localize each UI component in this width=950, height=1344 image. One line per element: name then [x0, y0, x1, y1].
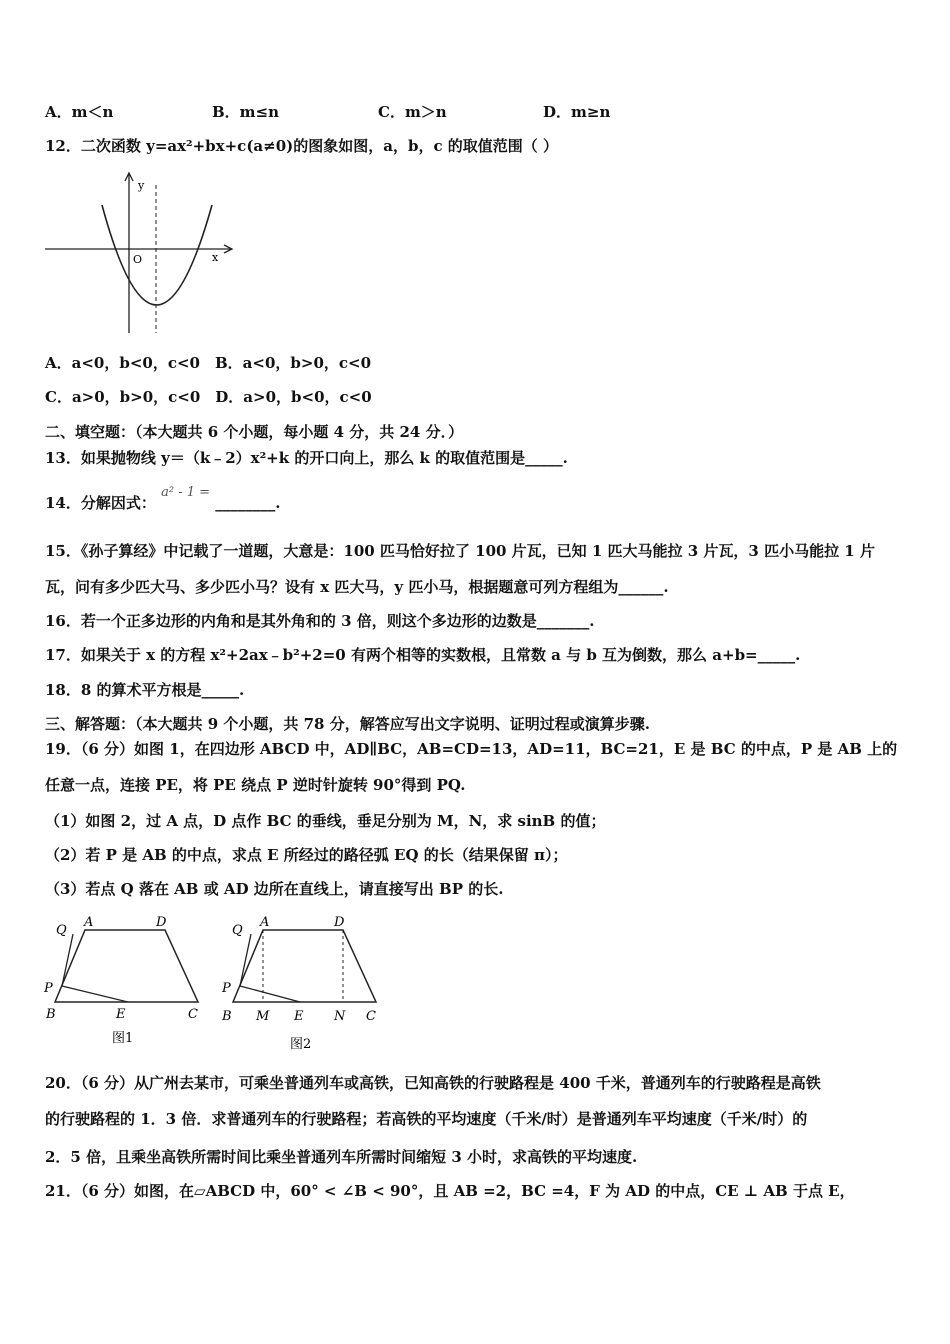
q19-figure-1: [40, 912, 210, 1052]
label-e: E: [116, 1007, 126, 1022]
q19-figure-2: [218, 912, 393, 1057]
label-q: Q: [56, 923, 67, 938]
label-d: D: [334, 915, 345, 930]
y-axis-label: y: [138, 179, 145, 192]
label-p: P: [44, 981, 53, 996]
label-e: E: [294, 1009, 304, 1024]
q13-text: 13．如果抛物线 y＝（k﹣2）x²+k 的开口向上，那么 k 的取值范围是_____.: [45, 449, 568, 467]
q20-line-2: 的行驶路程的 1．3 倍．求普通列车的行驶路程；若高铁的平均速度（千米/时）是普通列车平均速度（千米/时）的: [45, 1110, 808, 1128]
q19-sub-1: （1）如图 2，过 A 点，D 点作 BC 的垂线，垂足分别为 M，N，求 sinB 的值；: [45, 812, 606, 830]
label-b: B: [222, 1009, 232, 1024]
q19-sub-3: （3）若点 Q 落在 AB 或 AD 边所在直线上，请直接写出 BP 的长.: [45, 880, 504, 898]
q21-text: 21．（6 分）如图，在▱ABCD 中，60° < ∠B < 90°，且 AB =2，BC =4，F 为 AD 的中点，CE ⊥ AB 于点 E，: [45, 1182, 855, 1200]
trapezoid-abcd: [233, 930, 376, 1002]
q12-options-row-2: C．a>0，b>0，c<0 D．a>0，b<0，c<0: [45, 388, 372, 406]
parabola-curve: [102, 205, 212, 305]
section-2-heading: 二、填空题：（本大题共 6 个小题，每小题 4 分，共 24 分．）: [45, 423, 464, 441]
q11-option-b: B．m≤n: [212, 103, 280, 121]
q15-line-1: 15．《孙子算经》中记载了一道题，大意是：100 匹马恰好拉了 100 片瓦，已知 1 匹大马能拉 3 片瓦，3 匹小马能拉 1 片: [45, 542, 875, 560]
label-a: A: [84, 915, 94, 930]
segment-pe: [62, 986, 128, 1002]
label-n: N: [334, 1009, 346, 1024]
q20-line-3: 2．5 倍，且乘坐高铁所需时间比乘坐普通列车所需时间缩短 3 小时，求高铁的平均速度.: [45, 1148, 638, 1166]
q19-sub-2: （2）若 P 是 AB 的中点，求点 E 所经过的路径弧 EQ 的长（结果保留 π）；: [45, 846, 568, 864]
q11-option-a: A．m＜n: [45, 103, 114, 121]
label-d: D: [156, 915, 167, 930]
trapezoid-abcd: [55, 930, 198, 1002]
label-p: P: [222, 981, 231, 996]
section-3-heading: 三、解答题：（本大题共 9 个小题，共 78 分，解答应写出文字说明、证明过程或演算步骤.: [45, 715, 650, 733]
q16-text: 16．若一个正多边形的内角和是其外角和的 3 倍，则这个多边形的边数是_______.: [45, 612, 595, 630]
label-b: B: [46, 1007, 56, 1022]
origin-label: O: [133, 253, 143, 266]
label-m: M: [256, 1009, 270, 1024]
q14-text: 14．分解因式：: [45, 494, 156, 512]
q20-line-1: 20．（6 分）从广州去某市，可乘坐普通列车或高铁，已知高铁的行驶路程是 400 千米，普通列车的行驶路程是高铁: [45, 1074, 821, 1092]
q14-line: [45, 485, 281, 515]
q19-line-1: 19．（6 分）如图 1，在四边形 ABCD 中，AD∥BC，AB=CD=13，AD=11，BC=21，E 是 BC 的中点，P 是 AB 上的: [45, 740, 898, 758]
label-c: C: [188, 1007, 198, 1022]
q12-parabola-figure: [40, 165, 240, 340]
q12-text: 12．二次函数 y=ax²+bx+c(a≠0)的图象如图，a，b，c 的取值范围（ ）: [45, 137, 559, 155]
q17-text: 17．如果关于 x 的方程 x²+2ax﹣b²+2=0 有两个相等的实数根，且常数 a 与 b 互为倒数，那么 a+b=_____.: [45, 646, 801, 664]
q15-line-2: 瓦，问有多少匹大马、多少匹小马？设有 x 匹大马，y 匹小马，根据题意可列方程组为______.: [45, 578, 669, 596]
segment-pe: [240, 986, 300, 1002]
q14-expression: a² - 1 =: [161, 485, 211, 500]
label-c: C: [366, 1009, 376, 1024]
figure-1-caption: 图1: [112, 1031, 134, 1046]
segment-pq: [240, 934, 251, 986]
q11-option-d: D．m≥n: [543, 103, 611, 121]
q19-line-2: 任意一点，连接 PE，将 PE 绕点 P 逆时针旋转 90°得到 PQ.: [45, 776, 466, 794]
q12-options-row-1: A．a<0，b<0，c<0 B．a<0，b>0，c<0: [45, 354, 372, 372]
segment-pq: [62, 934, 73, 986]
label-a: A: [260, 915, 270, 930]
q18-text: 18．8 的算术平方根是_____.: [45, 681, 245, 699]
label-q: Q: [232, 923, 243, 938]
q11-option-c: C．m＞n: [378, 103, 447, 121]
figure-2-caption: 图2: [290, 1037, 312, 1052]
x-axis-label: x: [212, 251, 219, 264]
q14-blank: ________.: [215, 494, 281, 512]
